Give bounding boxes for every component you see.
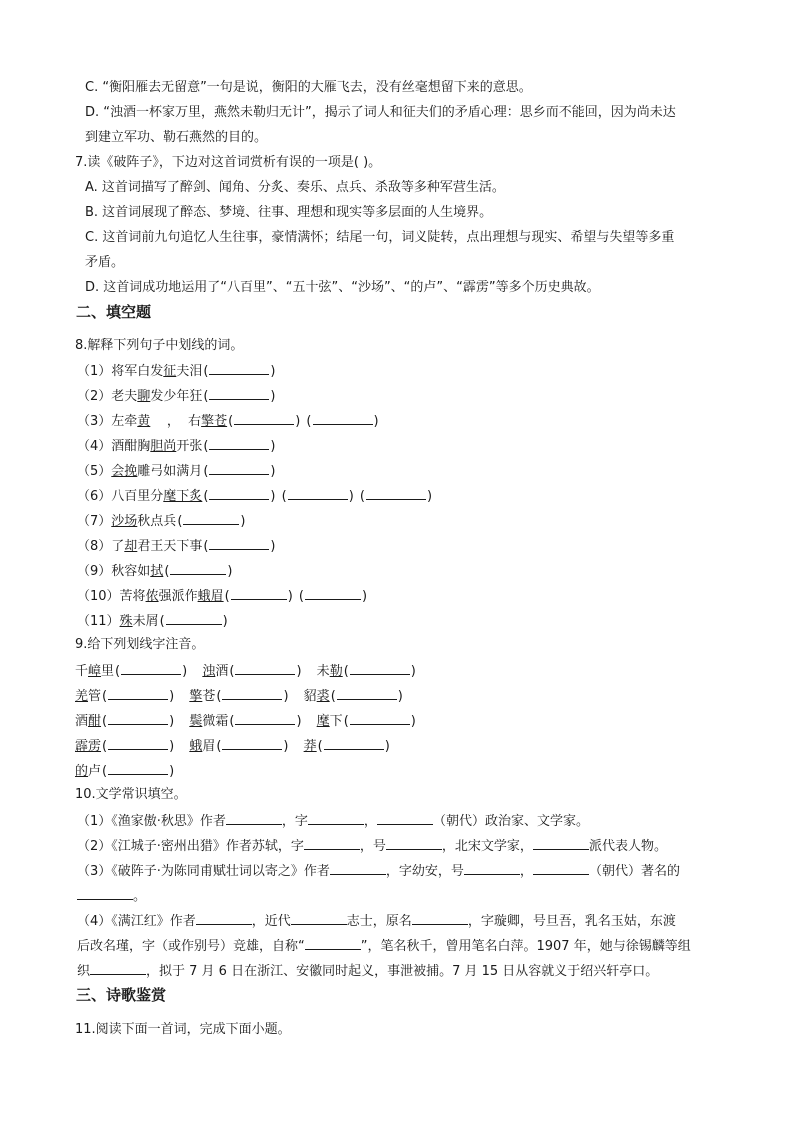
answer-blank[interactable] xyxy=(464,861,520,875)
answer-blank[interactable] xyxy=(108,761,168,775)
section-heading-poetry-appreciation: 三、诗歌鉴赏 xyxy=(76,986,167,1004)
q8-item-11: （11）殊未屑( ) xyxy=(77,611,229,631)
answer-blank[interactable] xyxy=(226,811,282,825)
q8-item-7: （7）沙场秋点兵( ) xyxy=(77,511,246,531)
answer-blank[interactable] xyxy=(313,411,373,425)
answer-blank[interactable] xyxy=(222,736,282,750)
q7-option-c-line1: C. 这首词前九句追忆人生往事，豪情满怀；结尾一句，词义陡转，点出理想与现实、希望与失望等多重 xyxy=(85,230,675,245)
answer-blank[interactable] xyxy=(533,836,589,850)
q10-item-3: （3）《破阵子·为陈同甫赋壮词以寄之》作者 ，字幼安，号 ， （朝代）著名的 xyxy=(77,861,680,881)
q6-option-d-line2: 到建立军功、勒石燕然的目的。 xyxy=(85,130,268,145)
answer-blank[interactable] xyxy=(533,861,589,875)
q8-item-6: （6）八百里分麾下炙( ) ( ) ( ) xyxy=(77,486,433,506)
q10-item-3-cont: 。 xyxy=(77,886,146,906)
q8-item-10: （10）苦将侬强派作蛾眉( ) ( ) xyxy=(77,586,368,606)
section-heading-fill-in: 二、填空题 xyxy=(76,303,152,321)
q9-row-2: 羌管( ) 擎苍( ) 貂裘( ) xyxy=(75,686,404,706)
answer-blank[interactable] xyxy=(209,486,269,500)
q8-item-2: （2）老夫聊发少年狂( ) xyxy=(77,386,276,406)
answer-blank[interactable] xyxy=(305,936,361,950)
answer-blank[interactable] xyxy=(166,611,222,625)
answer-blank[interactable] xyxy=(77,886,133,900)
answer-blank[interactable] xyxy=(234,411,294,425)
q9-row-4: 霹雳( ) 蛾眉( ) 莽( ) xyxy=(75,736,391,756)
answer-blank[interactable] xyxy=(304,836,360,850)
q6-option-d-line1: D. “浊酒一杯家万里，燕然未勒归无计”，揭示了词人和征夫们的矛盾心理：思乡而不能回，因为尚未达 xyxy=(85,105,676,120)
q8-stem: 8.解释下列句子中划线的词。 xyxy=(75,338,244,353)
answer-blank[interactable] xyxy=(209,436,269,450)
answer-blank[interactable] xyxy=(386,836,442,850)
q7-option-b: B. 这首词展现了醉态、梦境、往事、理想和现实等多层面的人生境界。 xyxy=(85,205,493,220)
q11-stem: 11.阅读下面一首词，完成下面小题。 xyxy=(75,1022,291,1037)
q8-item-5: （5）会挽雕弓如满月( ) xyxy=(77,461,276,481)
answer-blank[interactable] xyxy=(308,811,364,825)
q8-item-8: （8）了却君王天下事( ) xyxy=(77,536,276,556)
q10-item-1: （1）《渔家傲·秋思》作者 ，字 ， （朝代）政治家、文学家。 xyxy=(77,811,589,831)
q7-option-d: D. 这首词成功地运用了“八百里”、“五十弦”、“沙场”、“的卢”、“霹雳”等多个历史典故。 xyxy=(85,280,600,295)
q10-item-4-line3: 织 ，拟于 7 月 6 日在浙江、安徽同时起义，事泄被捕。7 月 15 日从容就义于绍兴轩亭口。 xyxy=(77,961,658,981)
answer-blank[interactable] xyxy=(90,961,146,975)
q10-item-2: （2）《江城子·密州出猎》作者苏轼，字 ，号 ，北宋文学家， 派代表人物。 xyxy=(77,836,667,856)
answer-blank[interactable] xyxy=(337,686,397,700)
answer-blank[interactable] xyxy=(366,486,426,500)
answer-blank[interactable] xyxy=(209,461,269,475)
answer-blank[interactable] xyxy=(330,861,386,875)
answer-blank[interactable] xyxy=(377,811,433,825)
answer-blank[interactable] xyxy=(209,386,269,400)
answer-blank[interactable] xyxy=(412,911,468,925)
answer-blank[interactable] xyxy=(183,511,239,525)
answer-blank[interactable] xyxy=(305,586,361,600)
q9-row-1: 千嶂里( ) 浊酒( ) 未勒( ) xyxy=(75,661,417,681)
q7-option-c-line2: 矛盾。 xyxy=(85,255,125,270)
q9-stem: 9.给下列划线字注音。 xyxy=(75,637,205,652)
answer-blank[interactable] xyxy=(231,586,287,600)
q10-item-4-line2: 后改名瑾，字（或作别号）竞雄，自称“ ”，笔名秋千，曾用笔名白萍。1907 年，她与徐锡麟等组 xyxy=(77,936,691,956)
q8-item-3: （3）左牵黄 ， 右擎苍( ) ( ) xyxy=(77,411,380,431)
answer-blank[interactable] xyxy=(108,736,168,750)
answer-blank[interactable] xyxy=(196,911,252,925)
answer-blank[interactable] xyxy=(209,536,269,550)
q8-item-1: （1）将军白发征夫泪( ) xyxy=(77,361,276,381)
q10-item-4: （4）《满江红》作者 ，近代 志士，原名 ，字璇卿，号旦吾，乳名玉姑，东渡 xyxy=(77,911,676,931)
answer-blank[interactable] xyxy=(291,911,347,925)
q6-option-c: C. “衡阳雁去无留意”一句是说，衡阳的大雁飞去，没有丝毫想留下来的意思。 xyxy=(85,80,532,95)
answer-blank[interactable] xyxy=(235,711,295,725)
answer-blank[interactable] xyxy=(222,686,282,700)
answer-blank[interactable] xyxy=(235,661,295,675)
answer-blank[interactable] xyxy=(170,561,226,575)
answer-blank[interactable] xyxy=(324,736,384,750)
answer-blank[interactable] xyxy=(350,711,410,725)
q10-stem: 10.文学常识填空。 xyxy=(75,787,187,802)
q8-item-9: （9）秋容如拭( ) xyxy=(77,561,233,581)
answer-blank[interactable] xyxy=(209,361,269,375)
answer-blank[interactable] xyxy=(108,686,168,700)
q9-row-3: 酒酣( ) 鬓微霜( ) 麾下( ) xyxy=(75,711,417,731)
answer-blank[interactable] xyxy=(108,711,168,725)
q7-stem: 7.读《破阵子》，下边对这首词赏析有误的一项是( )。 xyxy=(75,155,382,170)
answer-blank[interactable] xyxy=(350,661,410,675)
answer-blank[interactable] xyxy=(288,486,348,500)
answer-blank[interactable] xyxy=(121,661,181,675)
q9-row-5: 的卢( ) xyxy=(75,761,175,781)
q7-option-a: A. 这首词描写了醉剑、闻角、分炙、奏乐、点兵、杀敌等多种军营生活。 xyxy=(85,180,505,195)
q8-item-4: （4）酒酣胸胆尚开张( ) xyxy=(77,436,276,456)
